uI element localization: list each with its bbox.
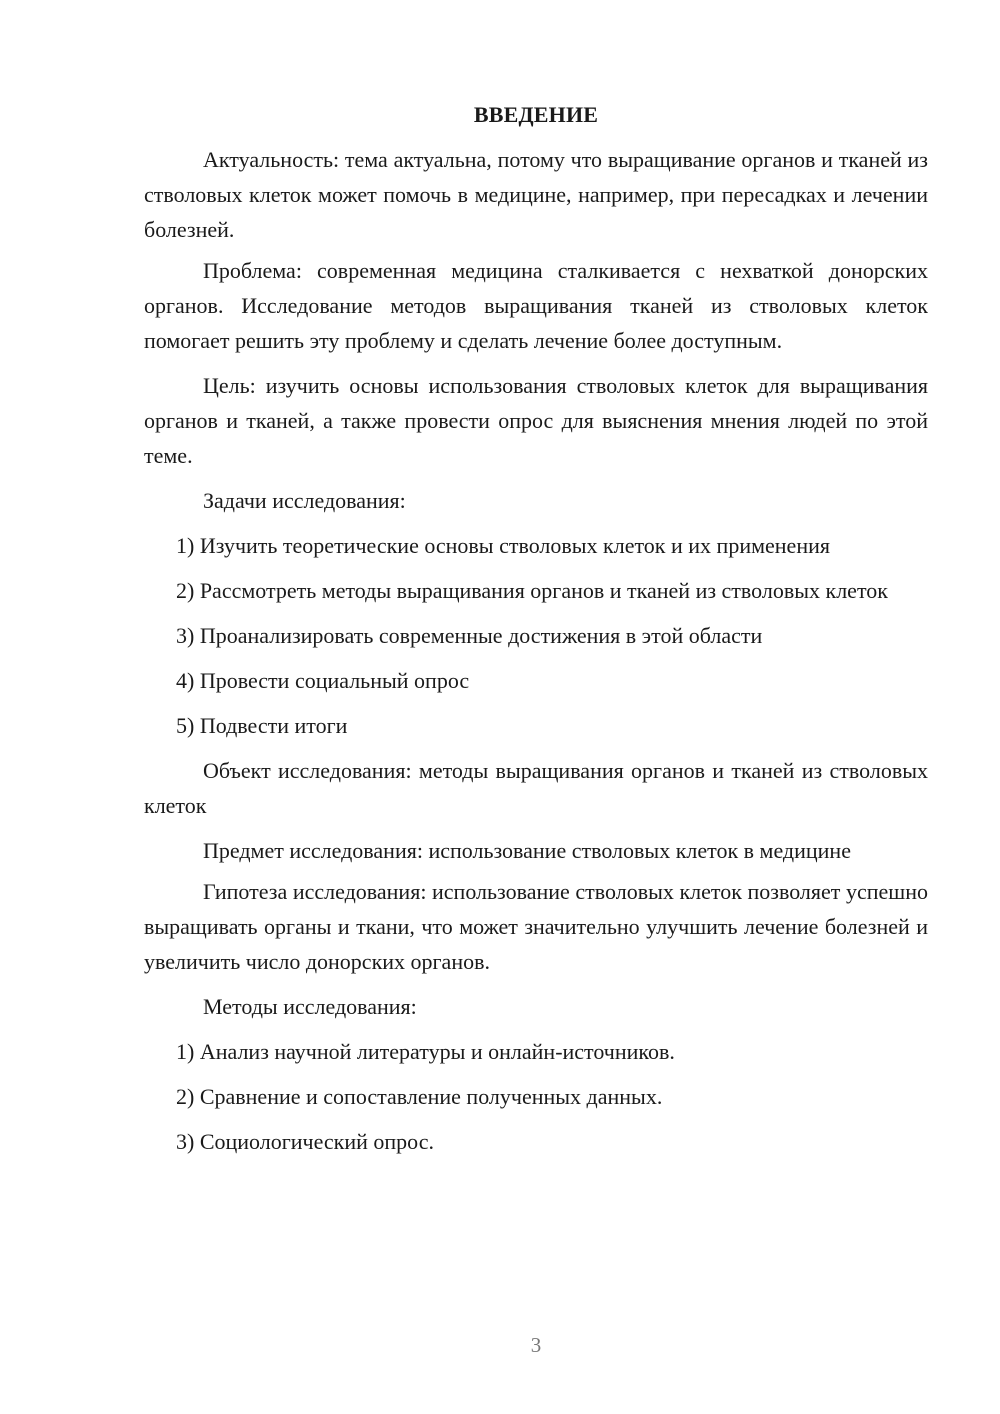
tasks-title: Задачи исследования: [203,488,406,513]
problem-paragraph: Проблема: современная медицина сталкивается с нехваткой донорских органов. Исследование методов выращивания тканей из стволовых клеток помогает решить эту проблему и сделать лечение более доступным. [144,258,928,353]
subject-paragraph: Предмет исследования: использование стволовых клеток в медицине [203,838,851,863]
hypothesis-paragraph: Гипотеза исследования: использование стволовых клеток позволяет успешно выращивать органы и ткани, что может значительно улучшить лечение болезней и увеличить число донорских органов. [144,879,928,974]
page-content [144,97,928,1169]
method-item-1: 1) Анализ научной литературы и онлайн-источников. [176,1039,675,1064]
page-number: 3 [530,1333,542,1357]
task-item-3: 3) Проанализировать современные достижения в этой области [176,623,763,648]
method-item-3: 3) Социологический опрос. [176,1129,434,1154]
goal-paragraph: Цель: изучить основы использования стволовых клеток для выращивания органов и тканей, а также провести опрос для выяснения мнения людей по этой теме. [144,373,928,468]
task-item-2: 2) Рассмотреть методы выращивания органов и тканей из стволовых клеток [176,578,888,603]
task-item-5: 5) Подвести итоги [176,713,348,738]
relevance-paragraph: Актуальность: тема актуальна, потому что выращивание органов и тканей из стволовых клеток может помочь в медицине, например, при пересадках и лечении болезней. [144,147,928,242]
section-heading: ВВЕДЕНИЕ [473,102,599,127]
methods-title: Методы исследования: [203,994,417,1019]
method-item-2: 2) Сравнение и сопоставление полученных данных. [176,1084,663,1109]
object-paragraph: Объект исследования: методы выращивания органов и тканей из стволовых клеток [144,758,928,818]
task-item-4: 4) Провести социальный опрос [176,668,470,693]
task-item-1: 1) Изучить теоретические основы стволовых клеток и их применения [176,533,830,558]
